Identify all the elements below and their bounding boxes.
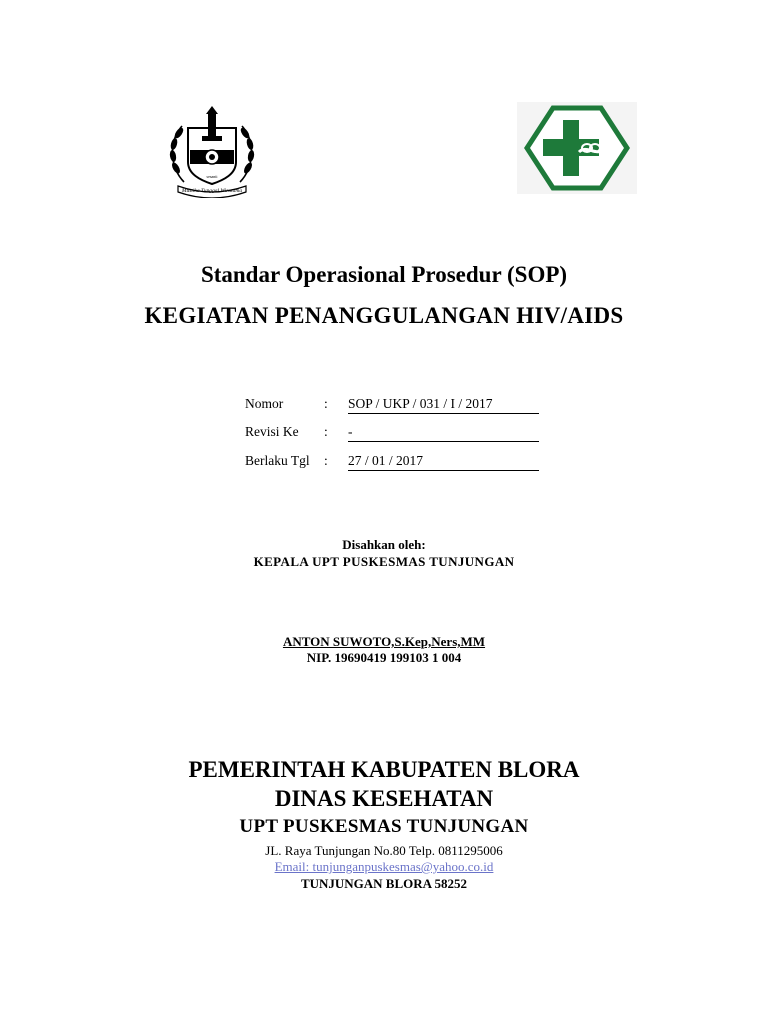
regency-emblem-icon [164, 106, 260, 198]
emblem-ribbon-text: sesanti [206, 174, 218, 179]
meta-colon: : [324, 453, 328, 468]
meta-value: SOP / UKP / 031 / I / 2017 [348, 396, 539, 414]
city-line: TUNJUNGAN BLORA 58252 [300, 876, 468, 891]
meta-value: 27 / 01 / 2017 [348, 453, 539, 471]
approval-label: Disahkan oleh: [342, 537, 426, 552]
unit-name: UPT PUSKESMAS TUNJUNGAN [239, 816, 529, 837]
meta-label: Revisi Ke [245, 424, 299, 439]
meta-label: Nomor [245, 396, 284, 411]
meta-label: Berlaku Tgl [245, 453, 310, 468]
email-link[interactable]: Email: tunjunganpuskesmas@yahoo.co.id [274, 859, 494, 874]
signer-nip: NIP. 19690419 199103 1 004 [306, 650, 462, 665]
emblem-motto-text: Mustika Tunggal Wiratama [181, 188, 243, 194]
address-line: JL. Raya Tunjungan No.80 Telp. 0811295006 [265, 843, 503, 858]
document-subtitle: KEGIATAN PENANGGULANGAN HIV/AIDS [144, 303, 624, 328]
puskesmas-cross-logo-icon [517, 102, 637, 194]
signer-name-text: ANTON SUWOTO,S.Kep,Ners,MM [282, 634, 486, 649]
meta-colon: : [324, 424, 328, 439]
government-name: PEMERINTAH KABUPATEN BLORA [188, 757, 580, 782]
signer-name [0, 634, 768, 650]
approval-position: KEPALA UPT PUSKESMAS TUNJUNGAN [253, 554, 515, 569]
email-line[interactable] [0, 859, 768, 875]
document-title: Standar Operasional Prosedur (SOP) [200, 262, 568, 287]
department-name: DINAS KESEHATAN [274, 786, 494, 811]
meta-value: - [348, 424, 539, 442]
meta-colon: : [324, 396, 328, 411]
